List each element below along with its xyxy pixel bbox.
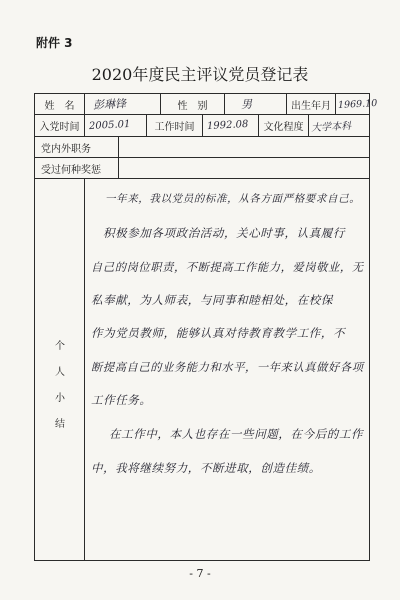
awards-value bbox=[119, 158, 371, 178]
document-title: 2020年度民主评议党员登记表 bbox=[91, 65, 309, 84]
work-label: 工作时间 bbox=[147, 115, 203, 136]
join-party-label: 入党时间 bbox=[35, 115, 85, 136]
summary-section bbox=[35, 179, 369, 560]
name-value-cell bbox=[85, 94, 161, 114]
row-basic-info-2 bbox=[35, 115, 369, 137]
name-label: 姓 名 bbox=[35, 94, 85, 114]
summary-label-char: 个 bbox=[55, 341, 65, 352]
summary-line: 私奉献，为人师表，与同事和睦相处，在校保 bbox=[91, 293, 333, 307]
education-value-cell bbox=[309, 115, 371, 136]
birth-value-cell bbox=[336, 94, 378, 114]
summary-label bbox=[35, 179, 85, 560]
positions-label: 党内外职务 bbox=[35, 137, 119, 157]
row-basic-info-1 bbox=[35, 94, 378, 115]
awards-label: 受过何种奖惩 bbox=[35, 158, 119, 178]
work-value: 1992.08 bbox=[206, 118, 249, 133]
summary-line: 作为党员教师，能够认真对待教育教学工作，不 bbox=[91, 326, 346, 340]
summary-line: 在工作中，本人也存在一些问题，在今后的工作 bbox=[109, 427, 364, 441]
birth-label: 出生年月 bbox=[287, 94, 336, 114]
join-party-value: 2005.01 bbox=[88, 118, 131, 133]
birth-value: 1969.10 bbox=[337, 97, 378, 111]
summary-line: 工作任务。 bbox=[91, 393, 152, 407]
page-number: - 7 - bbox=[189, 567, 211, 580]
summary-line: 积极参加各项政治活动，关心时事，认真履行 bbox=[103, 226, 345, 240]
summary-label-char: 人 bbox=[55, 367, 65, 378]
summary-line: 中，我将继续努力，不断进取，创造佳绩。 bbox=[91, 461, 321, 475]
registration-form bbox=[34, 93, 378, 561]
row-positions bbox=[35, 137, 369, 158]
education-value: 大学本科 bbox=[310, 120, 352, 135]
work-value-cell bbox=[203, 115, 259, 136]
summary-label-char: 结 bbox=[55, 419, 65, 430]
gender-label: 性 别 bbox=[161, 94, 225, 114]
summary-text bbox=[85, 179, 369, 560]
summary-label-char: 小 bbox=[55, 393, 65, 404]
gender-value-cell bbox=[225, 94, 287, 114]
education-label: 文化程度 bbox=[259, 115, 309, 136]
attachment-label: 附件 3 bbox=[36, 36, 73, 50]
summary-line: 一年来，我以党员的标准，从各方面严格要求自己。 bbox=[105, 193, 361, 205]
name-value: 彭琳锋 bbox=[92, 97, 127, 112]
row-awards bbox=[35, 158, 369, 179]
positions-value bbox=[119, 137, 371, 157]
gender-value: 男 bbox=[240, 97, 253, 112]
join-party-value-cell bbox=[85, 115, 147, 136]
summary-line: 自己的岗位职责，不断提高工作能力，爱岗敬业，无 bbox=[91, 261, 364, 274]
summary-line: 断提高自己的业务能力和水平，一年来认真做好各项 bbox=[91, 361, 364, 374]
